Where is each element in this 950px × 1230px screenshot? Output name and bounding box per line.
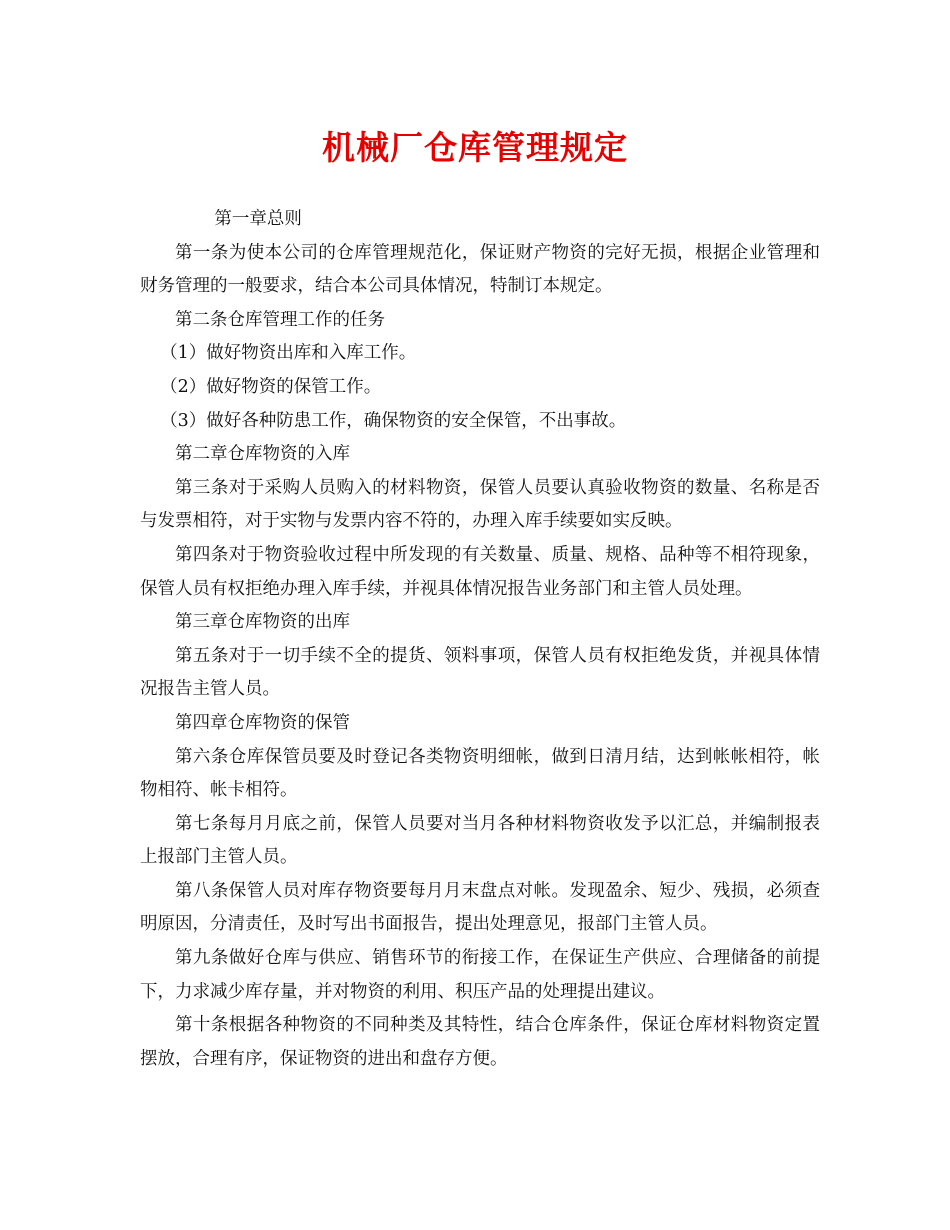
list-item: （1）做好物资出库和入库工作。 (160, 343, 417, 364)
article-paragraph: 第十条根据各种物资的不同种类及其特性，结合仓库条件，保证仓库材料物资定置摆放，合理有序，保证物资的进出和盘存方便。 (140, 1015, 820, 1069)
article-paragraph: 第二条仓库管理工作的任务 (175, 309, 385, 330)
article-paragraph: 第四条对于物资验收过程中所发现的有关数量、质量、规格、品种等不相符现象，保管人员有权拒绝办理入库手续，并视具体情况报告业务部门和主管人员处理。 (140, 544, 820, 599)
article-paragraph: 第九条做好仓库与供应、销售环节的衔接工作，在保证生产供应、合理储备的前提下，力求减少库存量，并对物资的利用、积压产品的处理提出建议。 (140, 948, 820, 1002)
article-paragraph: 第六条仓库保管员要及时登记各类物资明细帐，做到日清月结，达到帐帐相符，帐物相符、帐卡相符。 (140, 746, 820, 801)
article-paragraph: 第一条为使本公司的仓库管理规范化，保证财产物资的完好无损，根据企业管理和财务管理的一般要求，结合本公司具体情况，特制订本规定。 (140, 242, 820, 297)
article-paragraph: 第七条每月月底之前，保管人员要对当月各种材料物资收发予以汇总，并编制报表上报部门主管人员。 (140, 813, 820, 868)
document-body (140, 203, 820, 1076)
article-paragraph: 第八条保管人员对库存物资要每月月末盘点对帐。发现盈余、短少、残损，必须查明原因，分清责任，及时写出书面报告，提出处理意见，报部门主管人员。 (140, 880, 820, 935)
document-title: 机械厂仓库管理规定 (322, 128, 628, 167)
chapter-heading: 第一章总则 (214, 209, 302, 229)
chapter-heading: 第三章仓库物资的出库 (175, 612, 350, 633)
chapter-heading: 第二章仓库物资的入库 (175, 444, 350, 465)
list-item: （3）做好各种防患工作，确保物资的安全保管，不出事故。 (160, 410, 627, 431)
article-paragraph: 第五条对于一切手续不全的提货、领料事项，保管人员有权拒绝发货，并视具体情况报告主管人员。 (140, 645, 820, 700)
list-item: （2）做好物资的保管工作。 (160, 376, 382, 397)
article-paragraph: 第三条对于采购人员购入的材料物资，保管人员要认真验收物资的数量、名称是否与发票相符，对于实物与发票内容不符的，办理入库手续要如实反映。 (140, 477, 820, 532)
chapter-heading: 第四章仓库物资的保管 (175, 712, 350, 733)
